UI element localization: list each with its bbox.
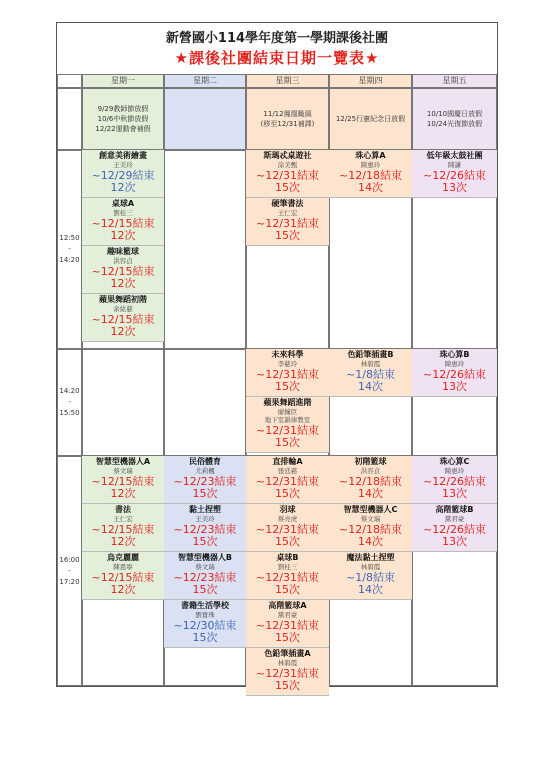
club-session-count: 15次 [192, 487, 218, 500]
club-name: 智慧型機器人C [343, 505, 398, 514]
club-block [82, 150, 164, 198]
club-session-count: 12次 [110, 181, 136, 194]
holiday-line: 10/24光復節放假 [426, 120, 483, 128]
club-teacher: 李慈玲 [277, 360, 298, 368]
club-session-count: 12次 [110, 325, 136, 338]
club-session-count: 14次 [358, 487, 383, 500]
club-session-count: 12次 [110, 583, 136, 596]
period-1-time [57, 150, 82, 349]
club-block [164, 600, 246, 648]
club-session-count: 13次 [442, 181, 467, 194]
club-session-count: 15次 [275, 679, 300, 692]
club-end-date: ~12/31結束 [256, 424, 319, 437]
club-teacher: 張廷慈 [277, 467, 298, 475]
club-name: 趣味籃球 [107, 247, 139, 256]
club-block [412, 456, 497, 504]
period-start: 12:50 [59, 234, 80, 242]
cell-mon-period-2 [82, 349, 164, 456]
club-teacher: 蔡文瑞 [113, 467, 133, 475]
club-session-count: 15次 [192, 535, 218, 548]
club-teacher: 王美玲 [195, 515, 215, 523]
club-place: 地下室韻律教室 [264, 416, 311, 424]
club-session-count: 12次 [110, 277, 136, 290]
club-end-date: ~12/15結束 [91, 523, 155, 536]
club-session-count: 15次 [275, 487, 300, 500]
club-teacher: 劉桂三 [113, 209, 133, 217]
club-block [246, 198, 329, 246]
period-end: 17:20 [59, 577, 80, 586]
club-block [329, 150, 412, 198]
club-teacher: 王仁宏 [113, 515, 133, 523]
club-block [246, 349, 329, 397]
club-block [82, 246, 164, 294]
club-end-date: ~12/26結束 [423, 475, 486, 488]
club-session-count: 15次 [275, 229, 300, 242]
club-name: 智慧型機器人A [95, 457, 151, 466]
club-teacher: 廖鐘臣 [277, 408, 298, 416]
club-name: 羽球 [279, 505, 296, 514]
club-name: 珠心算A [355, 151, 386, 160]
holiday-line: 12/22運動會補假 [95, 125, 151, 133]
club-end-date: ~1/8結束 [346, 571, 395, 584]
period-start: 14:20 [59, 387, 80, 395]
club-teacher: 劉寶珠 [195, 611, 215, 619]
club-name: 智慧型機器人B [177, 553, 233, 562]
holiday-line: 12/25行憲紀念日放假 [335, 115, 406, 123]
club-name: 高階籃球B [435, 505, 474, 514]
club-name: 珠心算C [439, 457, 470, 466]
club-block [164, 504, 246, 552]
cell-tue-period-1 [164, 150, 246, 349]
club-block [329, 504, 412, 552]
holiday-line: 9/29教師節放假 [97, 105, 149, 113]
holiday-wed [246, 88, 329, 150]
club-block [246, 648, 329, 696]
club-session-count: 14次 [358, 535, 383, 548]
period-2-time [57, 349, 82, 456]
period-end: 15:50 [59, 409, 80, 417]
club-teacher: 黨君豪 [444, 515, 465, 523]
holiday-line: 10/10國慶日放假 [426, 110, 483, 118]
club-end-date: ~12/18結束 [339, 523, 402, 536]
club-session-count: 15次 [275, 535, 300, 548]
corner-cell [57, 74, 82, 88]
schedule-sheet [56, 22, 498, 692]
club-end-date: ~12/15結束 [91, 313, 155, 326]
club-session-count: 15次 [275, 380, 300, 393]
club-end-date: ~12/15結束 [91, 475, 155, 488]
period-start: 16:00 [59, 555, 80, 564]
club-teacher: 陳惠玲 [444, 360, 465, 368]
club-name: 蘋果舞蹈進階 [263, 398, 312, 407]
club-name: 珠心算B [439, 350, 470, 359]
club-name: 初階籃球 [354, 457, 387, 466]
club-teacher: 蔡文瑞 [195, 563, 215, 571]
day-header-fri: 星期五 [412, 74, 497, 88]
club-end-date: ~12/31結束 [256, 368, 319, 381]
club-end-date: ~12/23結束 [173, 571, 237, 584]
club-name: 桌球B [276, 553, 299, 562]
club-end-date: ~12/23結束 [173, 523, 237, 536]
period-3-time [57, 456, 82, 686]
club-session-count: 15次 [275, 436, 300, 449]
holiday-line: 11/12鳳凰颱風 [263, 110, 312, 118]
club-end-date: ~12/15結束 [91, 217, 155, 230]
club-block [82, 294, 164, 342]
club-session-count: 14次 [358, 380, 383, 393]
club-block [82, 456, 164, 504]
club-block [412, 504, 497, 552]
club-teacher: 王美玲 [113, 161, 133, 169]
club-session-count: 15次 [192, 583, 218, 596]
club-end-date: ~12/23結束 [173, 475, 237, 488]
club-end-date: ~12/30結束 [173, 619, 237, 632]
club-end-date: ~12/15結束 [91, 265, 155, 278]
club-end-date: ~12/31結束 [256, 523, 319, 536]
period-dash: - [68, 245, 71, 253]
club-name: 黏土捏塑 [189, 505, 221, 514]
holiday-fri [412, 88, 497, 150]
holiday-corner [57, 88, 82, 150]
club-block [246, 150, 329, 198]
holiday-thu [329, 88, 412, 150]
club-name: 色鉛筆插畫B [347, 350, 394, 359]
club-end-date: ~12/31結束 [256, 169, 319, 182]
period-dash: - [68, 398, 71, 406]
club-name: 書法 [115, 505, 131, 514]
club-end-date: ~12/31結束 [256, 619, 319, 632]
period-dash: - [68, 566, 71, 575]
club-teacher: 涂美甄 [277, 161, 298, 169]
club-end-date: ~12/31結束 [256, 667, 319, 680]
club-session-count: 14次 [358, 583, 383, 596]
club-block [412, 349, 497, 397]
club-teacher: 尤莉楓 [195, 467, 215, 475]
club-end-date: ~12/31結束 [256, 475, 319, 488]
club-end-date: ~12/18結束 [339, 169, 402, 182]
club-teacher: 蔡文瑞 [360, 515, 381, 523]
club-teacher: 林碧霞 [277, 659, 298, 667]
club-teacher: 黨君豪 [277, 611, 298, 619]
club-session-count: 12次 [110, 487, 136, 500]
club-teacher: 林碧霞 [360, 360, 381, 368]
club-teacher: 陳恩寧 [113, 563, 133, 571]
club-session-count: 12次 [110, 229, 136, 242]
holiday-line: (移至12/31補課) [260, 120, 315, 128]
club-teacher: 余紘慈 [113, 305, 133, 313]
club-end-date: ~12/26結束 [423, 169, 486, 182]
club-name: 魔法黏土捏塑 [346, 553, 395, 562]
club-name: 民俗體育 [189, 457, 221, 466]
page-subtitle: ★課後社團結束日期一覽表★ [174, 49, 380, 67]
club-end-date: ~12/15結束 [91, 571, 155, 584]
club-name: 烏克麗麗 [107, 553, 139, 562]
club-block [329, 552, 412, 600]
club-end-date: ~12/18結束 [339, 475, 402, 488]
club-session-count: 13次 [442, 487, 467, 500]
club-block [82, 198, 164, 246]
club-name: 蘋果舞蹈初階 [99, 295, 147, 304]
club-block [246, 600, 329, 648]
day-header-thu: 星期四 [329, 74, 412, 88]
club-session-count: 15次 [275, 631, 300, 644]
club-teacher: 陳惠玲 [444, 467, 465, 475]
cell-tue-period-2 [164, 349, 246, 456]
club-session-count: 13次 [442, 535, 467, 548]
club-end-date: ~12/31結束 [256, 217, 319, 230]
club-teacher: 林碧霞 [360, 563, 381, 571]
club-block [164, 552, 246, 600]
page-title: 新營國小114學年度第一學期課後社團 [165, 31, 389, 46]
club-block [246, 504, 329, 552]
club-end-date: ~1/8結束 [346, 368, 395, 381]
club-name: 創意美術繪畫 [99, 151, 147, 160]
club-session-count: 15次 [192, 631, 218, 644]
club-block [246, 552, 329, 600]
holiday-mon [82, 88, 164, 150]
club-teacher: 洪容貞 [113, 257, 133, 265]
club-block [246, 456, 329, 504]
holiday-tue [164, 88, 246, 150]
club-teacher: 蔡亮虎 [277, 515, 298, 523]
club-teacher: 陳謙 [448, 161, 461, 169]
period-end: 14:20 [59, 256, 80, 264]
club-teacher: 劉桂三 [277, 563, 298, 571]
club-block [329, 456, 412, 504]
club-block [82, 552, 164, 600]
club-session-count: 13次 [442, 380, 467, 393]
club-session-count: 14次 [358, 181, 383, 194]
club-name: 未來科學 [271, 350, 304, 359]
club-block [412, 150, 497, 198]
club-teacher: 陳惠玲 [360, 161, 381, 169]
club-end-date: ~12/29結束 [91, 169, 155, 182]
day-header-tue: 星期二 [164, 74, 246, 88]
club-name: 硬筆書法 [271, 199, 304, 208]
club-name: 色鉛筆插畫A [264, 649, 311, 658]
club-session-count: 15次 [275, 583, 300, 596]
club-teacher: 洪容貞 [360, 467, 381, 475]
club-name: 高階籃球A [268, 601, 307, 610]
club-block [329, 349, 412, 397]
club-block [164, 456, 246, 504]
club-session-count: 12次 [110, 535, 136, 548]
club-end-date: ~12/26結束 [423, 523, 486, 536]
club-name: 斯瑪忒桌遊社 [263, 151, 312, 160]
club-session-count: 15次 [275, 181, 300, 194]
club-name: 低年級太鼓社團 [426, 151, 483, 160]
club-name: 桌球A [111, 199, 135, 208]
club-block [82, 504, 164, 552]
club-name: 書籍生活學校 [181, 601, 229, 610]
club-end-date: ~12/26結束 [423, 368, 486, 381]
club-teacher: 王仁宏 [277, 209, 298, 217]
club-block [246, 397, 329, 453]
day-header-wed: 星期三 [246, 74, 329, 88]
club-name: 直排輪A [272, 457, 303, 466]
club-end-date: ~12/31結束 [256, 571, 319, 584]
day-header-mon: 星期一 [82, 74, 164, 88]
holiday-line: 10/6中秋節放假 [97, 115, 149, 123]
